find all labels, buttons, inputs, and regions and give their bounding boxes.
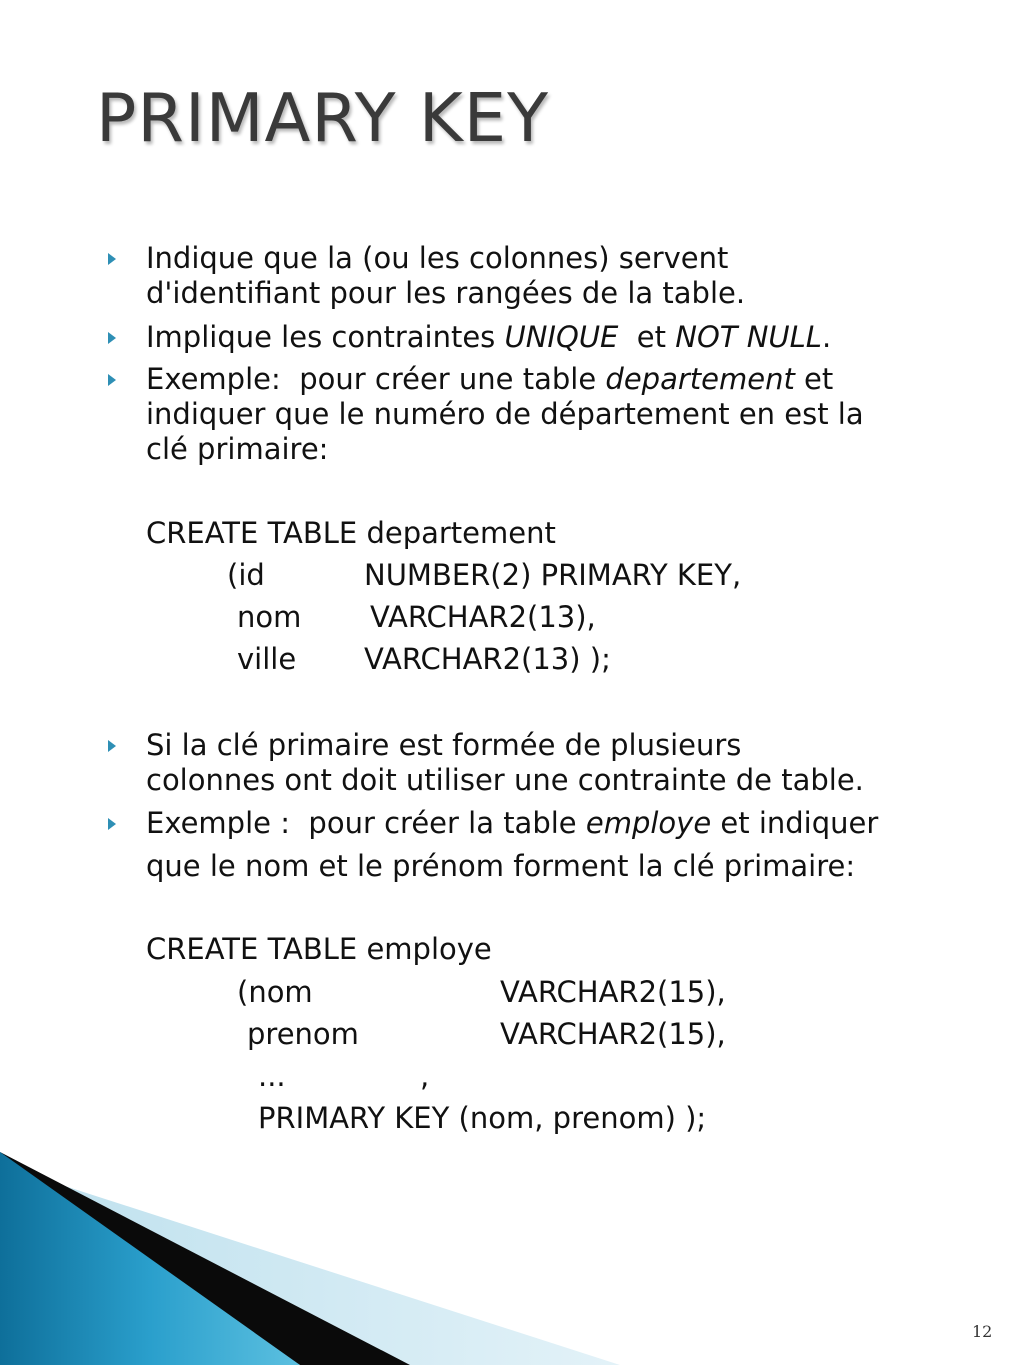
bullet-item-2 [146, 320, 831, 355]
slide-title: PRIMARY KEY [96, 79, 550, 157]
bullet-item-1 [146, 241, 745, 311]
bullet-text: . [821, 320, 832, 354]
bullet-text: et indiquer [711, 806, 879, 840]
bullet-text-line: Indique que la (ou les colonnes) servent [146, 241, 729, 275]
bullet-text: et [794, 362, 834, 396]
keyword-not-null: NOT NULL [675, 320, 822, 354]
bullet-text-line: colonnes ont doit utiliser une contrainte de table. [146, 763, 864, 797]
table-name-departement: departement [605, 362, 795, 396]
triangle-bullet-icon [108, 374, 116, 386]
triangle-bullet-icon [108, 253, 116, 265]
code2-col-nom: (nom [237, 975, 313, 1009]
bullet-text-line [146, 320, 831, 355]
decorative-corner-swoosh [0, 1140, 620, 1365]
bullet-text-line: que le nom et le prénom forment la clé primaire: [146, 849, 856, 883]
bullet-text-line: clé primaire: [146, 432, 329, 466]
code1-type-ville: VARCHAR2(13) ); [364, 642, 611, 676]
bullet-text-line: indiquer que le numéro de département en est la [146, 397, 864, 431]
table-name-employe: employe [585, 806, 712, 840]
code1-type-id: NUMBER(2) PRIMARY KEY, [364, 558, 742, 592]
bullet-text-line: Si la clé primaire est formée de plusieurs [146, 728, 742, 762]
code2-footer: PRIMARY KEY (nom, prenom) ); [258, 1101, 707, 1135]
triangle-bullet-icon [108, 740, 116, 752]
code2-comma: , [420, 1059, 430, 1093]
triangle-bullet-icon [108, 332, 116, 344]
code1-header: CREATE TABLE departement [146, 516, 556, 550]
bullet-item-3 [146, 362, 864, 467]
bullet-text: Implique les contraintes [146, 320, 505, 354]
code2-header: CREATE TABLE employe [146, 932, 492, 966]
bullet-text: Exemple: pour créer une table [146, 362, 606, 396]
code1-col-ville: ville [237, 642, 297, 676]
bullet-text-line [146, 362, 864, 397]
code2-col-prenom: prenom [247, 1017, 359, 1051]
triangle-bullet-icon [108, 818, 116, 830]
bullet-text: Exemple : pour créer la table [146, 806, 586, 840]
keyword-unique: UNIQUE [504, 320, 619, 354]
page-number: 12 [972, 1322, 993, 1341]
bullet-text: et [618, 320, 676, 354]
bullet-text-line [146, 806, 878, 841]
code2-ellipsis: ... [258, 1059, 286, 1093]
bullet-text-line: d'identifiant pour les rangées de la table. [146, 276, 746, 310]
code2-type-nom: VARCHAR2(15), [500, 975, 726, 1009]
code1-col-nom: nom [237, 600, 302, 634]
bullet-item-5 [146, 806, 878, 884]
code2-type-prenom: VARCHAR2(15), [500, 1017, 726, 1051]
code1-col-id: (id [227, 558, 265, 592]
code1-type-nom: VARCHAR2(13), [370, 600, 596, 634]
bullet-item-4 [146, 728, 864, 798]
